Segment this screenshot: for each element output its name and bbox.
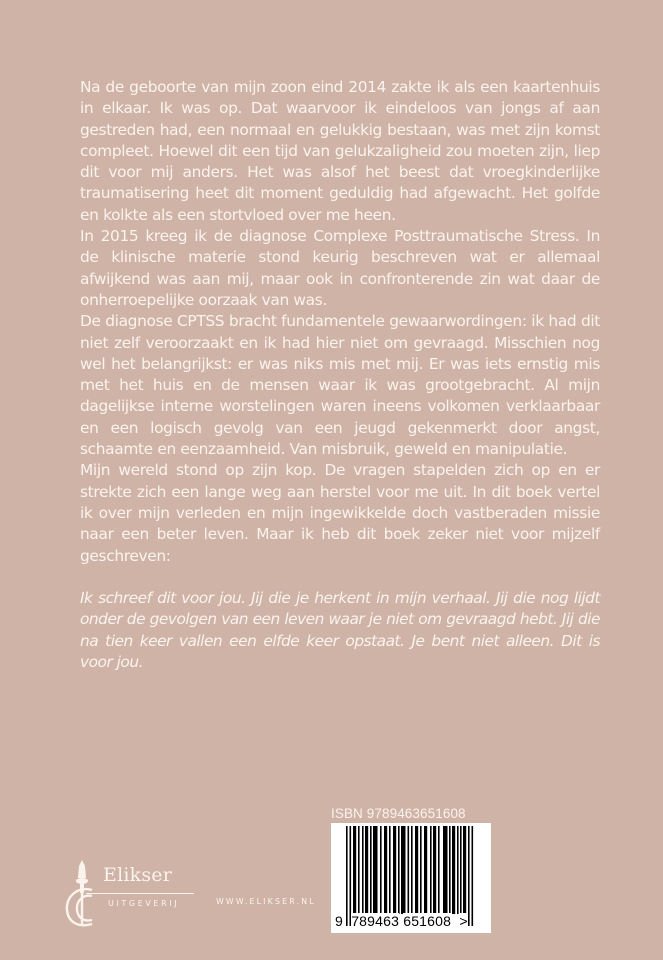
barcode [331,823,491,933]
barcode-quiet-zone-marker: > [459,913,468,929]
publisher-website: WWW.ELIKSER.NL [216,897,316,906]
back-cover-blurb [80,77,600,673]
barcode-digits [335,913,468,929]
barcode-digits-left: 789463 [351,913,400,929]
blurb-paragraph-4: Mijn wereld stond op zijn kop. De vragen stapelden zich op en er strekte zich een lange weg aan herstel voor me uit. In dit boek vertel ik over mijn verleden en mijn ingewikkelde doch vastberaden missie naar een beter leven. Maar ik heb dit boek zeker niet voor mijzelf geschreven: [80,461,600,565]
publisher-name: Elikser [103,864,173,886]
logo-divider [86,893,194,894]
blurb-quote: Ik schreef dit voor jou. Jij die je herkent in mijn verhaal. Jij die nog lijdt onder de gevolgen van een leven waar je niet om gevraagd hebt. Jij die na tien keer vallen een elfde keer opstaat. Je bent niet alleen. Dit is voor jou. [80,589,600,672]
blurb-paragraph-3: De diagnose CPTSS bracht fundamentele gewaarwordingen: ik had dit niet zelf veroorzaakt en ik had hier niet om gevraagd. Misschien nog wel het belangrijkst: er was niks mis met mij. Er was iets ernstig mis met het huis en de mensen waar ik was grootgebracht. Al mijn dagelijkse interne worstelingen waren ineens volkomen verklaarbaar en een logisch gevolg van een jeugd gekenmerkt door angst, schaamte en eenzaamheid. Van misbruik, geweld en manipulatie. [80,312,600,459]
isbn-label: ISBN 9789463651608 [331,806,466,821]
barcode-digits-right: 651608 [403,913,452,929]
barcode-digit-lead: 9 [335,913,343,929]
isbn-barcode-block [331,806,491,933]
publisher-subtitle: UITGEVERIJ [108,899,180,908]
publisher-logo [62,858,222,930]
blurb-paragraph-1: Na de geboorte van mijn zoon eind 2014 zakte ik als een kaartenhuis in elkaar. Ik was op. Dat waarvoor ik eindeloos van jongs af aan gestreden had, een normaal en gelukkig bestaan, was met zijn komst compleet. Hoewel dit een tijd van gelukzaligheid zou moeten zijn, liep dit voor mij anders. Het was alsof het beest dat vroegkinderlijke traumatisering heet dit moment geduldig had afgewacht. Het golfde en kolkte als een stortvloed over me heen. [80,78,600,224]
blurb-paragraph-2: In 2015 kreeg ik de diagnose Complexe Posttraumatische Stress. In de klinische materie stond keurig beschreven wat er allemaal afwijkend was aan mij, maar ook in confronterende zin wat daar de onherroepelijke oorzaak van was. [80,227,600,309]
